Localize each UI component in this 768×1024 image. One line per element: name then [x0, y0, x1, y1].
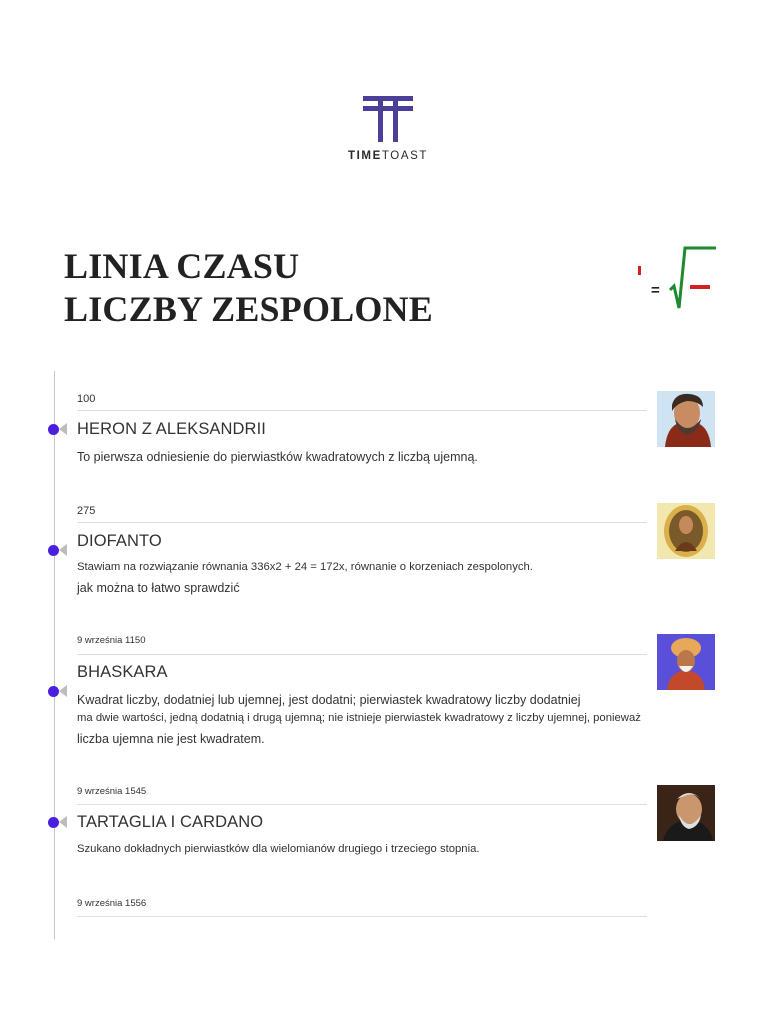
event-title[interactable]: HERON Z ALEKSANDRII — [77, 420, 266, 438]
event-divider — [77, 654, 647, 655]
event-description-line: Szukano dokładnych pierwiastków dla wielomianów drugiego i trzeciego stopnia. — [77, 843, 480, 855]
event-title[interactable]: BHASKARA — [77, 663, 168, 681]
event-thumbnail[interactable] — [657, 503, 715, 559]
event-description-line: jak można to łatwo sprawdzić — [77, 581, 240, 595]
timeline-event — [77, 785, 717, 855]
event-thumbnail[interactable] — [657, 634, 715, 690]
marker-dot-icon — [48, 817, 59, 828]
event-date: 100 — [77, 393, 96, 405]
event-title[interactable]: TARTAGLIA I CARDANO — [77, 813, 264, 831]
square-root-formula-image — [636, 244, 716, 312]
timetoast-logo-mark — [363, 96, 413, 142]
event-description-line: Kwadrat liczby, dodatniej lub ujemnej, jest dodatni; pierwiastek kwadratowy liczby dodatniej — [77, 693, 581, 707]
title-line-1: LINIA CZASU — [64, 246, 300, 286]
event-date: 275 — [77, 505, 96, 517]
marker-pointer-icon — [59, 816, 67, 828]
event-date: 9 września 1556 — [77, 898, 147, 909]
event-divider — [77, 804, 647, 805]
event-description-line: liczba ujemna nie jest kwadratem. — [77, 732, 265, 746]
timeline-event — [77, 634, 717, 746]
event-divider — [77, 410, 647, 411]
timeline-marker[interactable] — [48, 685, 70, 699]
timetoast-logo[interactable] — [340, 96, 436, 168]
timeline-axis — [54, 371, 55, 939]
event-thumbnail[interactable] — [657, 391, 715, 447]
equals-sign: = — [651, 282, 660, 299]
marker-pointer-icon — [59, 423, 67, 435]
event-date: 9 września 1545 — [77, 786, 147, 797]
event-description-line: Stawiam na rozwiązanie równania 336x2 + 24 = 172x, równanie o korzeniach zespolonych. — [77, 561, 533, 573]
timetoast-wordmark: TIMETOAST — [347, 150, 428, 162]
timeline-marker[interactable] — [48, 816, 70, 830]
event-thumbnail[interactable] — [657, 785, 715, 841]
marker-dot-icon — [48, 424, 59, 435]
timeline-event — [77, 392, 717, 464]
timeline-event — [77, 504, 717, 595]
timeline-event — [77, 897, 717, 911]
page-title — [64, 245, 433, 331]
marker-pointer-icon — [59, 685, 67, 697]
event-divider — [77, 522, 647, 523]
event-date: 9 września 1150 — [77, 635, 146, 646]
marker-dot-icon — [48, 686, 59, 697]
event-description-line: To pierwsza odniesienie do pierwiastków kwadratowych z liczbą ujemną. — [77, 450, 478, 464]
timeline-marker[interactable] — [48, 423, 70, 437]
title-line-2: LICZBY ZESPOLONE — [64, 289, 433, 329]
event-title[interactable]: DIOFANTO — [77, 532, 162, 550]
marker-pointer-icon — [59, 544, 67, 556]
event-description-line: ma dwie wartości, jedną dodatnią i drugą ujemną; nie istnieje pierwiastek kwadratowy z liczby ujemnej, ponieważ — [77, 712, 641, 724]
event-divider — [77, 916, 647, 917]
marker-dot-icon — [48, 545, 59, 556]
timeline-marker[interactable] — [48, 544, 70, 558]
